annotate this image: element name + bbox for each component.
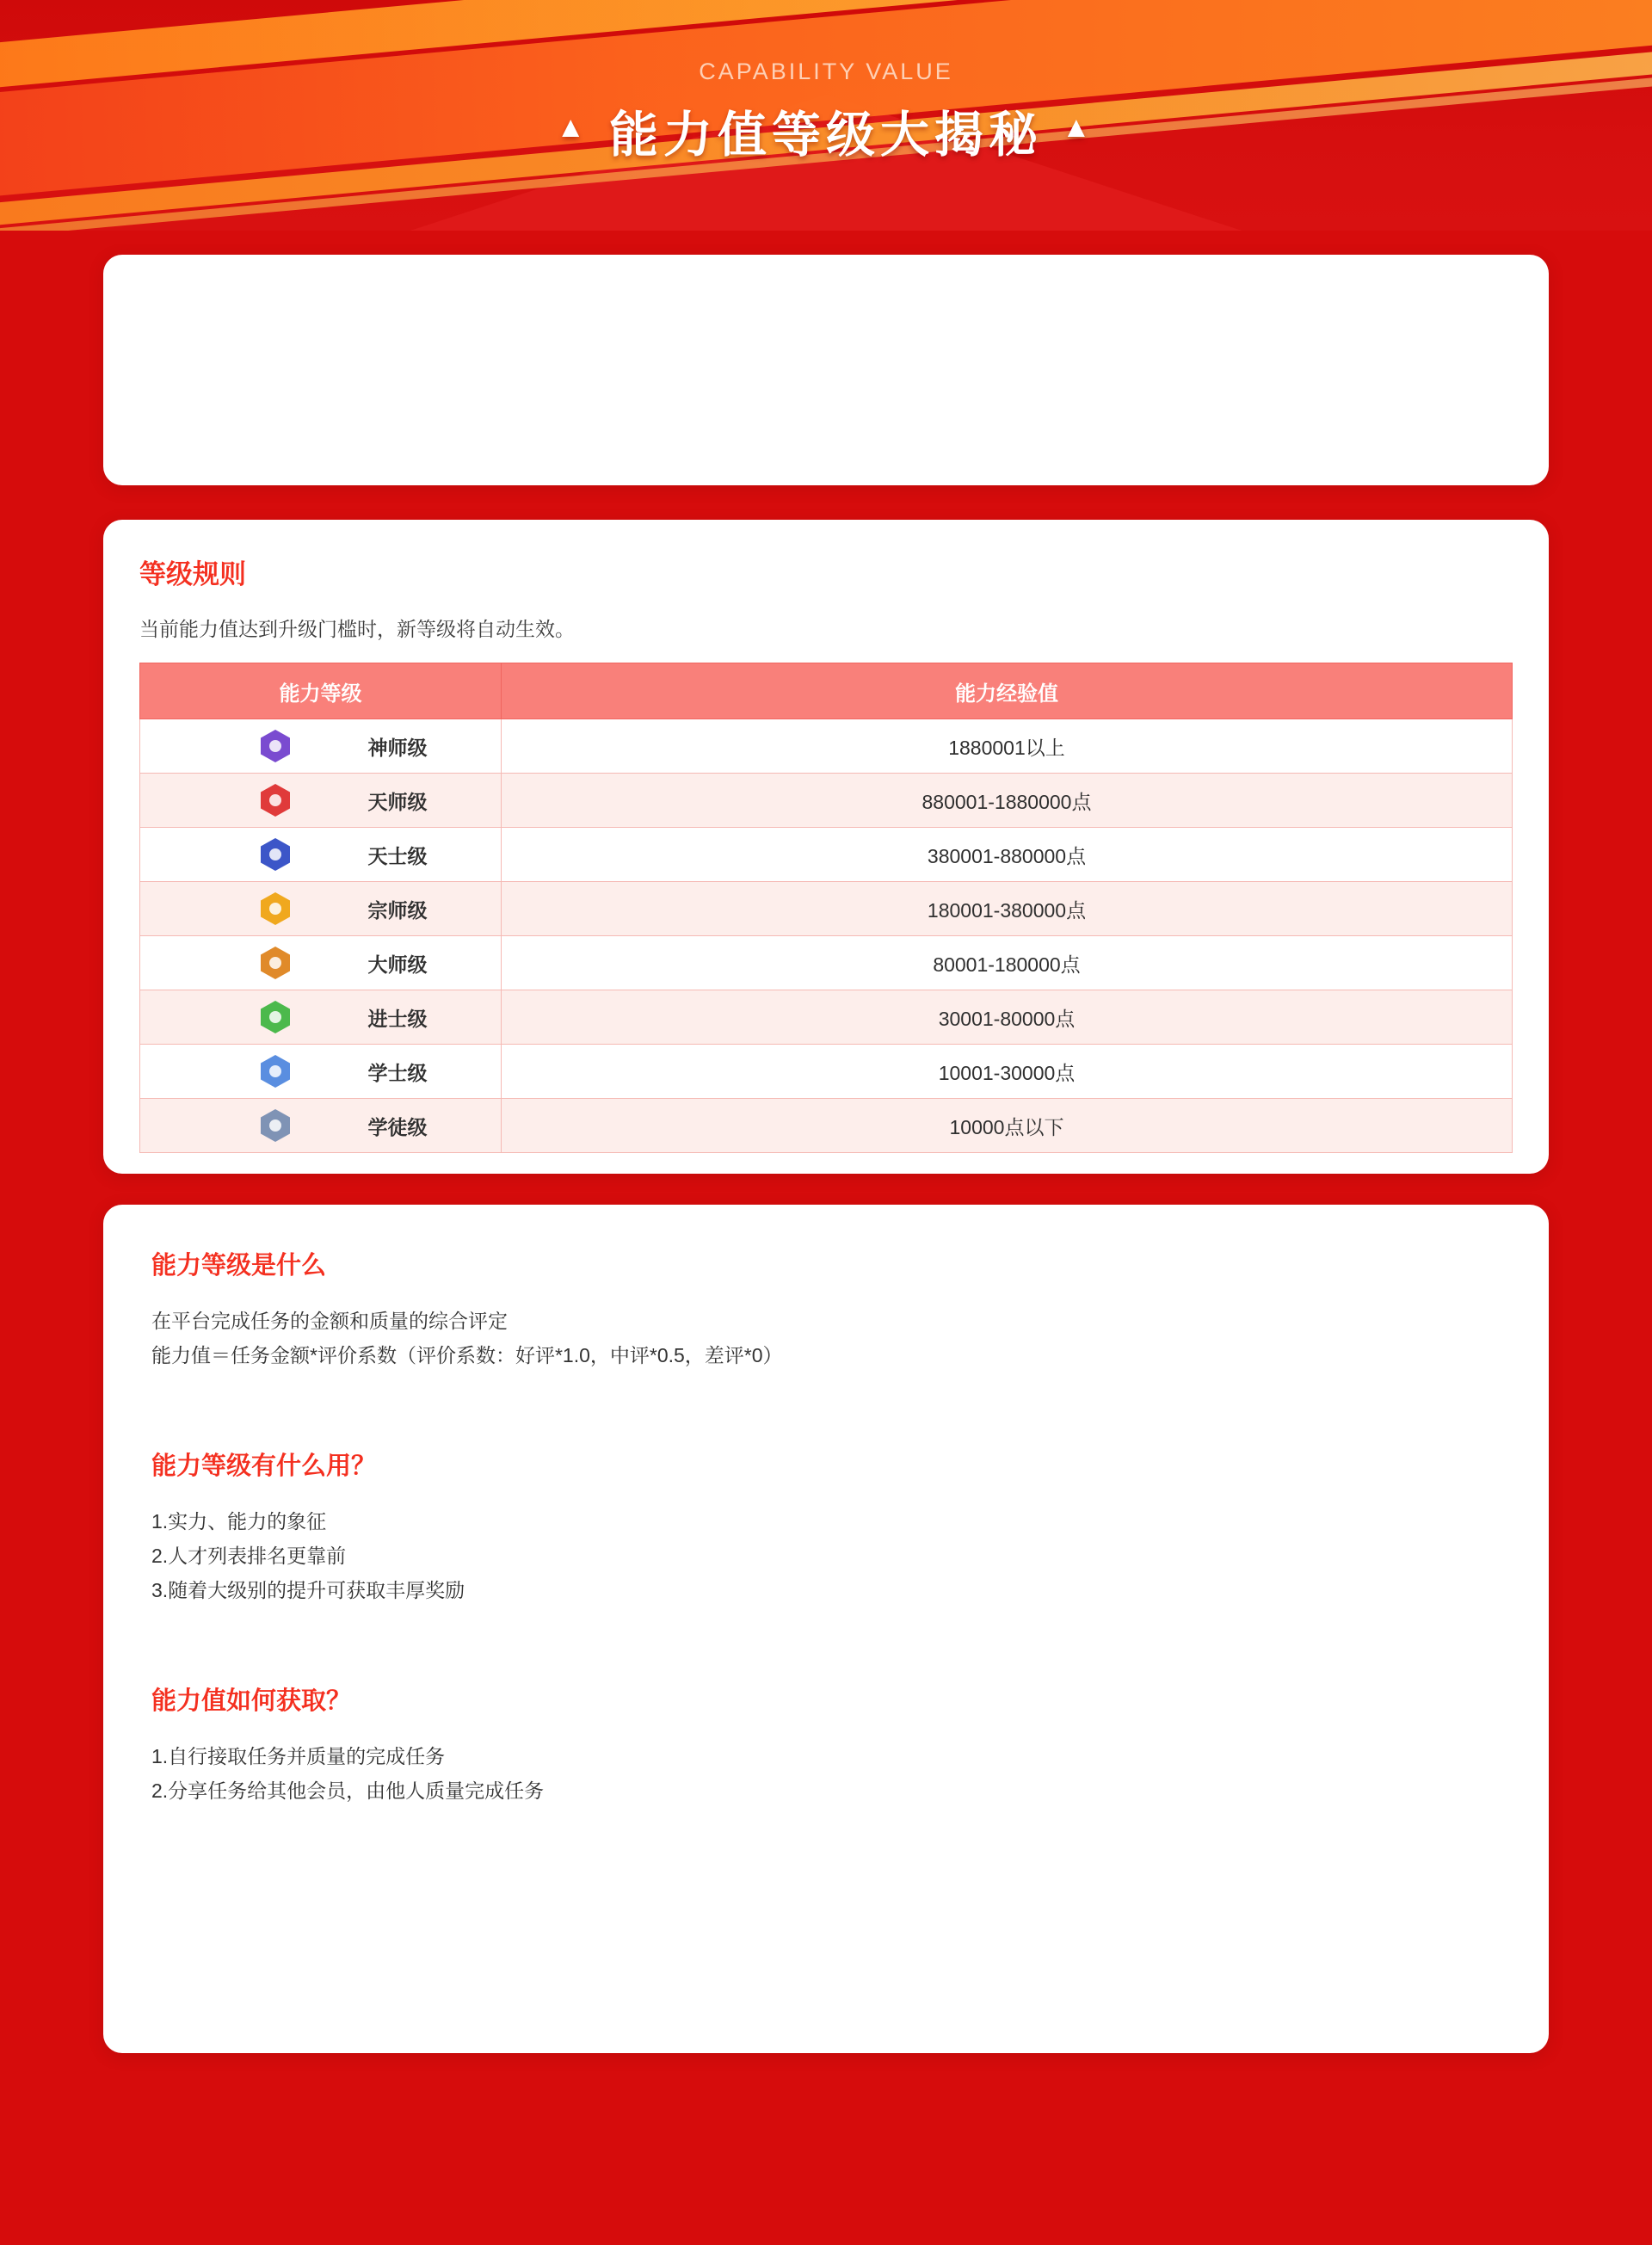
table-row [140, 774, 1513, 828]
exp-cell: 10000点以下 [502, 1099, 1513, 1153]
faq-q2-line2: 2.人才列表排名更靠前 [151, 1545, 347, 1567]
page-header [0, 0, 1652, 231]
rank-badge-icon [261, 1001, 290, 1033]
page-title-text: 能力值等级大揭秘 [609, 108, 1043, 163]
table-row [140, 1045, 1513, 1099]
exp-cell: 30001-80000点 [502, 990, 1513, 1045]
rank-badge-icon [261, 784, 290, 817]
level-name: 天师级 [367, 790, 428, 813]
level-cell [140, 882, 502, 936]
table-header-level: 能力等级 [140, 663, 502, 719]
table-row [140, 882, 1513, 936]
level-name: 学徒级 [367, 1115, 428, 1138]
level-name: 学士级 [367, 1061, 428, 1084]
header-subtitle: CAPABILITY VALUE [699, 59, 953, 84]
level-cell [140, 936, 502, 990]
table-row [140, 1099, 1513, 1153]
faq-q1-line1: 在平台完成任务的金额和质量的综合评定 [151, 1310, 508, 1332]
level-cell [140, 719, 502, 774]
table-header-exp: 能力经验值 [502, 663, 1513, 719]
table-row [140, 990, 1513, 1045]
level-name: 进士级 [367, 1007, 428, 1030]
level-cell [140, 1045, 502, 1099]
faq-card [103, 1205, 1549, 2053]
level-cell [140, 990, 502, 1045]
rank-badge-icon [261, 892, 290, 925]
level-cell [140, 1099, 502, 1153]
rank-badge-icon [261, 1109, 290, 1142]
table-row [140, 828, 1513, 882]
page-title [0, 96, 1652, 166]
exp-cell: 180001-380000点 [502, 882, 1513, 936]
level-rules-card [103, 520, 1549, 1174]
faq-q2-title: 能力等级有什么用？ [151, 1452, 377, 1480]
level-name: 神师级 [367, 736, 428, 759]
rank-badge-icon [261, 1055, 290, 1088]
exp-cell: 380001-880000点 [502, 828, 1513, 882]
rank-badge-icon [261, 730, 290, 762]
level-name: 宗师级 [367, 898, 428, 922]
rank-badge-icon [261, 947, 290, 979]
exp-cell: 10001-30000点 [502, 1045, 1513, 1099]
faq-q2-line1: 1.实力、能力的象征 [151, 1510, 327, 1533]
level-name: 天士级 [367, 844, 428, 867]
faq-q3-title: 能力值如何获取？ [151, 1687, 352, 1715]
rank-badge-icon [261, 838, 290, 871]
level-cell [140, 774, 502, 828]
level-cell [140, 828, 502, 882]
level-table [139, 663, 1513, 1153]
header-text-group [0, 0, 1652, 166]
exp-cell: 1880001以上 [502, 719, 1513, 774]
faq-q3-line2: 2.分享任务给其他会员，由他人质量完成任务 [151, 1779, 545, 1802]
triangle-right-icon: ▲ [1062, 111, 1096, 144]
exp-cell: 880001-1880000点 [502, 774, 1513, 828]
faq-q1-line2: 能力值＝任务金额*评价系数（评价系数：好评*1.0，中评*0.5，差评*0） [151, 1344, 783, 1366]
exp-cell: 80001-180000点 [502, 936, 1513, 990]
rules-description: 当前能力值达到升级门槛时，新等级将自动生效。 [139, 618, 575, 640]
table-row [140, 936, 1513, 990]
faq-q1-title: 能力等级是什么 [151, 1252, 327, 1280]
table-row [140, 719, 1513, 774]
faq-q3-line1: 1.自行接取任务并质量的完成任务 [151, 1745, 446, 1767]
level-name: 大师级 [367, 953, 428, 976]
rules-title: 等级规则 [139, 559, 246, 589]
table-header-row [140, 663, 1513, 719]
faq-q2-line3: 3.随着大级别的提升可获取丰厚奖励 [151, 1579, 465, 1601]
top-blank-card [103, 255, 1549, 485]
triangle-left-icon: ▲ [556, 111, 590, 144]
